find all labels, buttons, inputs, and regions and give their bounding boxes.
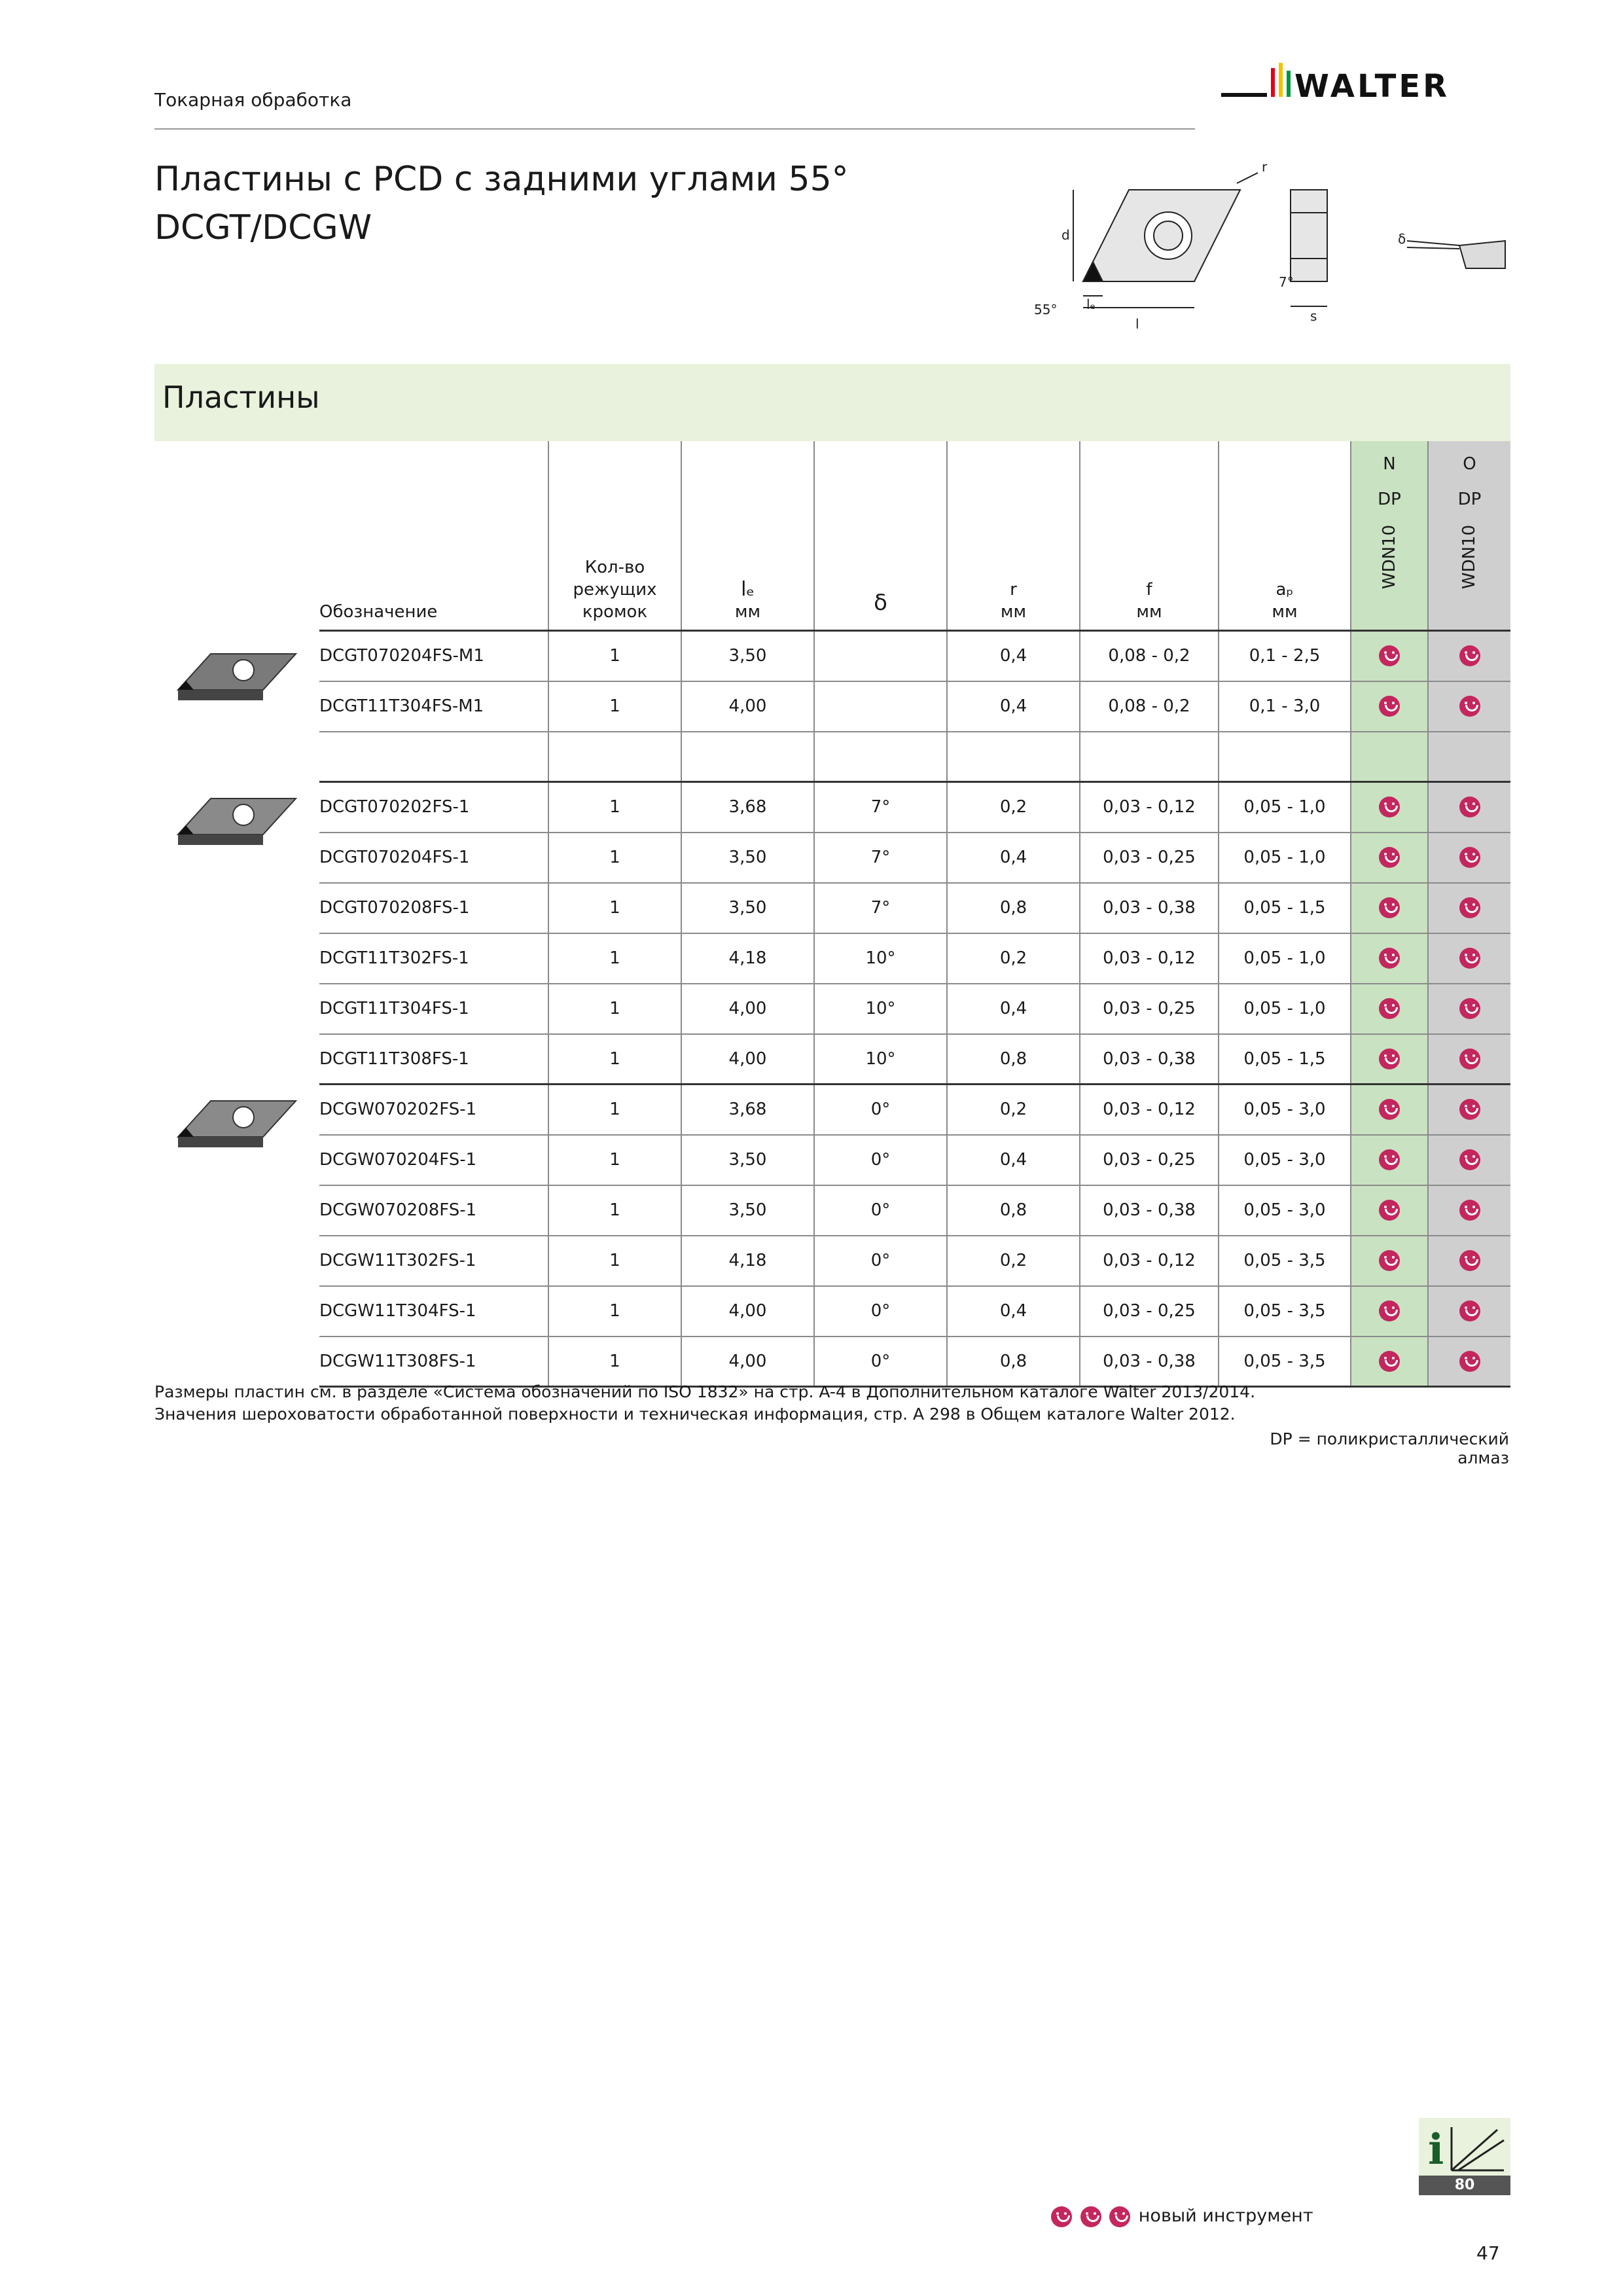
header-divider bbox=[154, 128, 1195, 130]
page-title: Пластины с PCD с задними углами 55° bbox=[154, 160, 849, 199]
logo-text: WALTER bbox=[1294, 68, 1450, 105]
table-header bbox=[154, 441, 1510, 631]
designation-cell: DCGW070202FS-1 bbox=[319, 1085, 548, 1135]
table-row: DCGT11T304FS-1 1 4,00 10° 0,4 0,03 - 0,25 0,05 - 1,0 bbox=[154, 984, 1510, 1034]
header-grade-n: N DP WDN10 bbox=[1351, 441, 1428, 631]
designation-cell: DCGT070204FS-1 bbox=[319, 833, 548, 883]
label-angle-55: 55° bbox=[1034, 302, 1058, 317]
designation-cell: DCGT11T304FS-M1 bbox=[319, 681, 548, 732]
table-row: DCGW070204FS-1 1 3,50 0° 0,4 0,03 - 0,25 0,05 - 3,0 bbox=[154, 1135, 1510, 1185]
table-row: DCGT11T302FS-1 1 4,18 10° 0,2 0,03 - 0,12 0,05 - 1,0 bbox=[154, 933, 1510, 984]
label-le: lₑ bbox=[1086, 296, 1096, 312]
suitability-dot-o bbox=[1459, 1200, 1480, 1221]
suitability-dot-o bbox=[1459, 1049, 1480, 1069]
label-angle-7: 7° bbox=[1279, 274, 1294, 290]
suitability-dot-o bbox=[1459, 1351, 1480, 1372]
designation-cell: DCGW11T304FS-1 bbox=[319, 1286, 548, 1336]
suitability-dot-o bbox=[1459, 897, 1480, 918]
designation-cell: DCGW070204FS-1 bbox=[319, 1135, 548, 1185]
insert-image-cell bbox=[154, 1085, 319, 1387]
suitability-dot-n bbox=[1379, 998, 1400, 1019]
header-edges: Кол-во режущих кромок bbox=[548, 441, 681, 631]
insert-image-cell bbox=[154, 631, 319, 782]
insert-image-m1 bbox=[171, 644, 302, 716]
table-row: DCGT11T308FS-1 1 4,00 10° 0,8 0,03 - 0,38 0,05 - 1,5 bbox=[154, 1034, 1510, 1085]
suitability-dot-o bbox=[1459, 1250, 1480, 1271]
suitability-dot-o bbox=[1459, 1149, 1480, 1170]
section-label: Токарная обработка bbox=[154, 89, 352, 111]
suitability-dot-n bbox=[1379, 897, 1400, 918]
designation-cell: DCGT070202FS-1 bbox=[319, 782, 548, 833]
table-row: DCGT070208FS-1 1 3,50 7° 0,8 0,03 - 0,38 0,05 - 1,5 bbox=[154, 883, 1510, 933]
suitability-dot-n bbox=[1379, 645, 1400, 666]
suitability-dot-o bbox=[1459, 797, 1480, 817]
designation-cell: DCGW11T308FS-1 bbox=[319, 1336, 548, 1387]
legend-label: новый инструмент bbox=[1138, 2206, 1313, 2226]
suitability-dot-o bbox=[1459, 948, 1480, 969]
inserts-table bbox=[154, 441, 1510, 1388]
info-page-number: 80 bbox=[1419, 2176, 1510, 2195]
designation-cell: DCGT070204FS-M1 bbox=[319, 631, 548, 681]
header-designation: Обозначение bbox=[319, 441, 548, 631]
header-delta: δ bbox=[814, 441, 947, 631]
page-subtitle: DCGT/DCGW bbox=[154, 208, 372, 247]
legend bbox=[1051, 2206, 1313, 2227]
suitability-dot-n bbox=[1379, 847, 1400, 868]
table-row: DCGW070202FS-1 1 3,68 0° 0,2 0,03 - 0,12 0,05 - 3,0 bbox=[154, 1085, 1510, 1135]
section-band bbox=[154, 364, 1510, 441]
label-r: r bbox=[1262, 159, 1268, 175]
suitability-good-icon bbox=[1051, 2206, 1072, 2227]
dp-note: DP = поликристаллический алмаз bbox=[1270, 1429, 1509, 1467]
suitability-dot-n bbox=[1379, 1351, 1400, 1372]
table-row: DCGT070202FS-1 1 3,68 7° 0,2 0,03 - 0,12 0,05 - 1,0 bbox=[154, 782, 1510, 833]
designation-cell: DCGT11T302FS-1 bbox=[319, 933, 548, 984]
label-s: s bbox=[1310, 308, 1317, 324]
table-row: DCGW11T308FS-1 1 4,00 0° 0,8 0,03 - 0,38 0,05 - 3,5 bbox=[154, 1336, 1510, 1387]
footnotes bbox=[154, 1381, 1255, 1426]
insert-image-cell bbox=[154, 782, 319, 1085]
suitability-dot-n bbox=[1379, 797, 1400, 817]
suitability-dot-n bbox=[1379, 1149, 1400, 1170]
designation-cell: DCGT11T308FS-1 bbox=[319, 1034, 548, 1085]
label-l: l bbox=[1135, 316, 1139, 332]
designation-cell: DCGW11T302FS-1 bbox=[319, 1236, 548, 1286]
suitability-dot-n bbox=[1379, 1049, 1400, 1069]
header-grade-o: O DP WDN10 bbox=[1428, 441, 1510, 631]
suitability-dot-n bbox=[1379, 1099, 1400, 1120]
label-d: d bbox=[1061, 227, 1070, 243]
table-row: DCGW11T304FS-1 1 4,00 0° 0,4 0,03 - 0,25 0,05 - 3,5 bbox=[154, 1286, 1510, 1336]
table-row: DCGW070208FS-1 1 3,50 0° 0,8 0,03 - 0,38 0,05 - 3,0 bbox=[154, 1185, 1510, 1236]
label-delta: δ bbox=[1398, 231, 1406, 247]
suitability-dot-o bbox=[1459, 1099, 1480, 1120]
suitability-dot-o bbox=[1459, 998, 1480, 1019]
table-row-empty bbox=[154, 732, 1510, 782]
suitability-dot-n bbox=[1379, 1200, 1400, 1221]
designation-cell: DCGW070208FS-1 bbox=[319, 1185, 548, 1236]
suitability-dot-n bbox=[1379, 696, 1400, 717]
table-row: DCGT070204FS-M1 1 3,50 0,4 0,08 - 0,2 0,1 - 2,5 bbox=[154, 631, 1510, 681]
suitability-poor-icon bbox=[1109, 2206, 1130, 2227]
header-ap: aₚ мм bbox=[1219, 441, 1351, 631]
footnote: Размеры пластин см. в разделе «Система обозначений по ISO 1832» на стр. A-4 в Дополнительном каталоге Walter 2013/2014. bbox=[154, 1382, 1256, 1401]
footnote: Значения шероховатости обработанной поверхности и техническая информация, стр. A 298 в Общем каталоге Walter 2012. bbox=[154, 1405, 1236, 1424]
suitability-dot-n bbox=[1379, 1300, 1400, 1321]
suitability-dot-o bbox=[1459, 1300, 1480, 1321]
insert-image-dcgw bbox=[171, 1091, 302, 1163]
designation-cell: DCGT070208FS-1 bbox=[319, 883, 548, 933]
header-r: r мм bbox=[947, 441, 1080, 631]
suitability-dot-o bbox=[1459, 696, 1480, 717]
header-le: lₑ мм bbox=[681, 441, 814, 631]
suitability-dot-o bbox=[1459, 645, 1480, 666]
info-icon bbox=[1419, 2118, 1510, 2176]
header-f: f мм bbox=[1080, 441, 1219, 631]
suitability-dot-n bbox=[1379, 948, 1400, 969]
suitability-medium-icon bbox=[1080, 2206, 1101, 2227]
designation-cell: DCGT11T304FS-1 bbox=[319, 984, 548, 1034]
table-row: DCGW11T302FS-1 1 4,18 0° 0,2 0,03 - 0,12 0,05 - 3,5 bbox=[154, 1236, 1510, 1286]
page-number: 47 bbox=[1476, 2242, 1500, 2264]
walter-logo bbox=[1221, 60, 1496, 119]
svg-text:i: i bbox=[1428, 2125, 1444, 2174]
insert-image-dcgt bbox=[171, 789, 302, 861]
suitability-dot-o bbox=[1459, 847, 1480, 868]
table-row: DCGT11T304FS-M1 1 4,00 0,4 0,08 - 0,2 0,1 - 3,0 bbox=[154, 681, 1510, 732]
insert-geometry-diagram bbox=[1008, 157, 1518, 340]
section-title: Пластины bbox=[162, 380, 320, 415]
suitability-dot-n bbox=[1379, 1250, 1400, 1271]
table-row: DCGT070204FS-1 1 3,50 7° 0,4 0,03 - 0,25 0,05 - 1,0 bbox=[154, 833, 1510, 883]
